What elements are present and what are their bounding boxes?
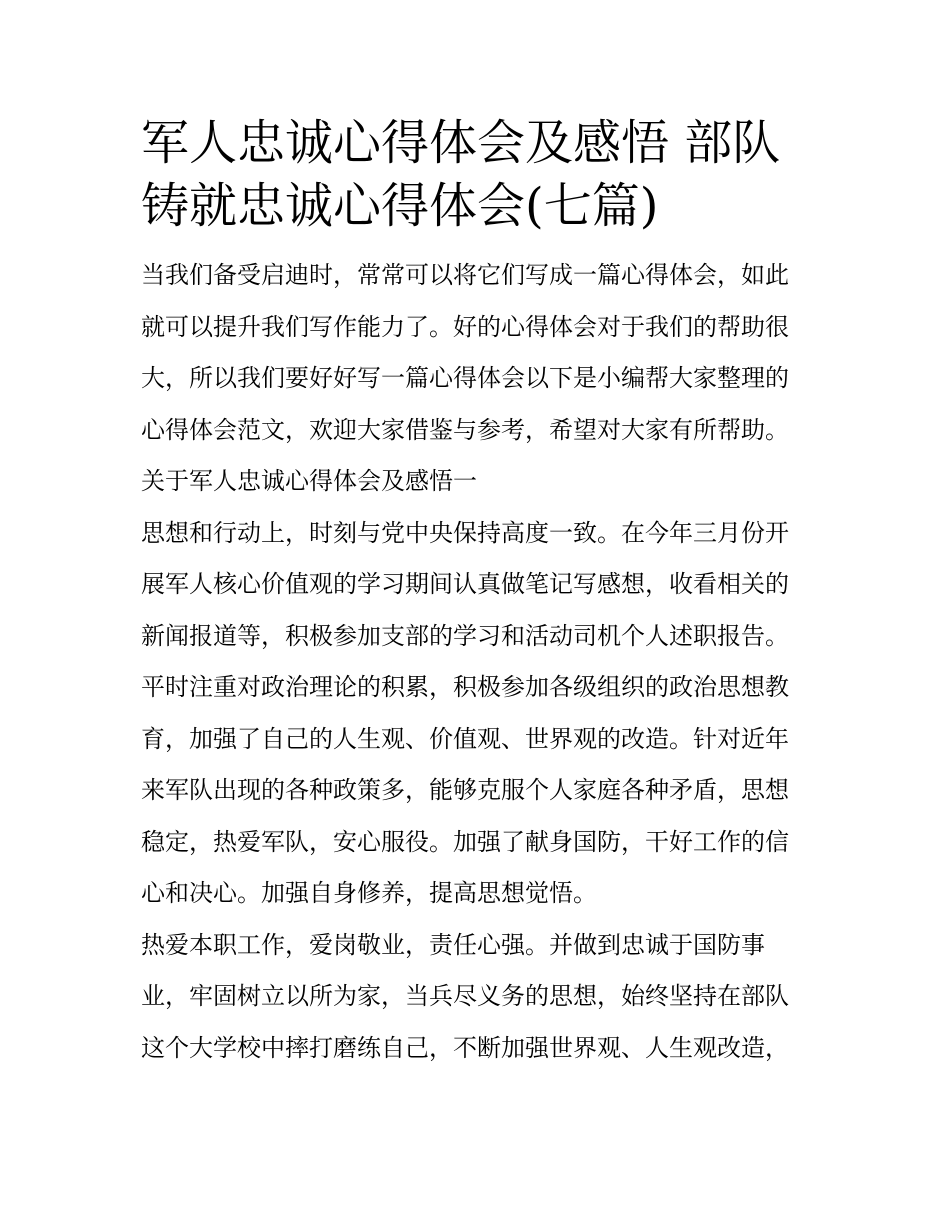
text-line: 展军人核心价值观的学习期间认真做笔记写感想，收看相关的 — [141, 570, 789, 598]
text-line: 育，加强了自己的人生观、价值观、世界观的改造。针对近年 — [141, 724, 789, 753]
text-line: 新闻报道等，积极参加支部的学习和活动司机个人述职报告。 — [141, 621, 789, 650]
text-line: 稳定，热爱军队，安心服役。加强了献身国防，干好工作的信 — [141, 827, 789, 856]
body-paragraph-2 — [141, 920, 821, 1075]
title-line: 铸就忠诚心得体会(七篇) — [141, 178, 659, 234]
text-line: 业，牢固树立以所为家，当兵尽义务的思想，始终坚持在部队 — [141, 982, 789, 1010]
section-heading-text: 关于军人忠诚心得体会及感悟一 — [141, 467, 477, 495]
text-line: 当我们备受启迪时，常常可以将它们写成一篇心得体会，如此 — [141, 261, 789, 289]
text-line: 热爱本职工作，爱岗敬业，责任心强。并做到忠诚于国防事 — [141, 930, 765, 959]
document-page — [141, 112, 821, 1074]
title-line: 军人忠诚心得体会及感悟 部队 — [141, 115, 781, 171]
intro-paragraph — [141, 250, 821, 456]
text-line: 平时注重对政治理论的积累，积极参加各级组织的政治思想教 — [141, 673, 789, 701]
text-line: 这个大学校中摔打磨练自己，不断加强世界观、人生观改造， — [141, 1033, 789, 1062]
text-line: 思想和行动上，时刻与党中央保持高度一致。在今年三月份开 — [141, 518, 789, 547]
text-line: 心和决心。加强自身修养，提高思想觉悟。 — [141, 879, 597, 907]
text-line: 就可以提升我们写作能力了。好的心得体会对于我们的帮助很 — [141, 312, 789, 341]
section-heading — [141, 456, 821, 508]
text-line: 来军队出现的各种政策多，能够克服个人家庭各种矛盾，思想 — [141, 776, 789, 804]
document-body — [141, 250, 821, 1074]
document-title — [141, 112, 821, 238]
text-line: 大，所以我们要好好写一篇心得体会以下是小编帮大家整理的 — [141, 364, 789, 392]
text-line: 心得体会范文，欢迎大家借鉴与参考，希望对大家有所帮助。 — [141, 415, 789, 444]
body-paragraph-1 — [141, 508, 821, 920]
